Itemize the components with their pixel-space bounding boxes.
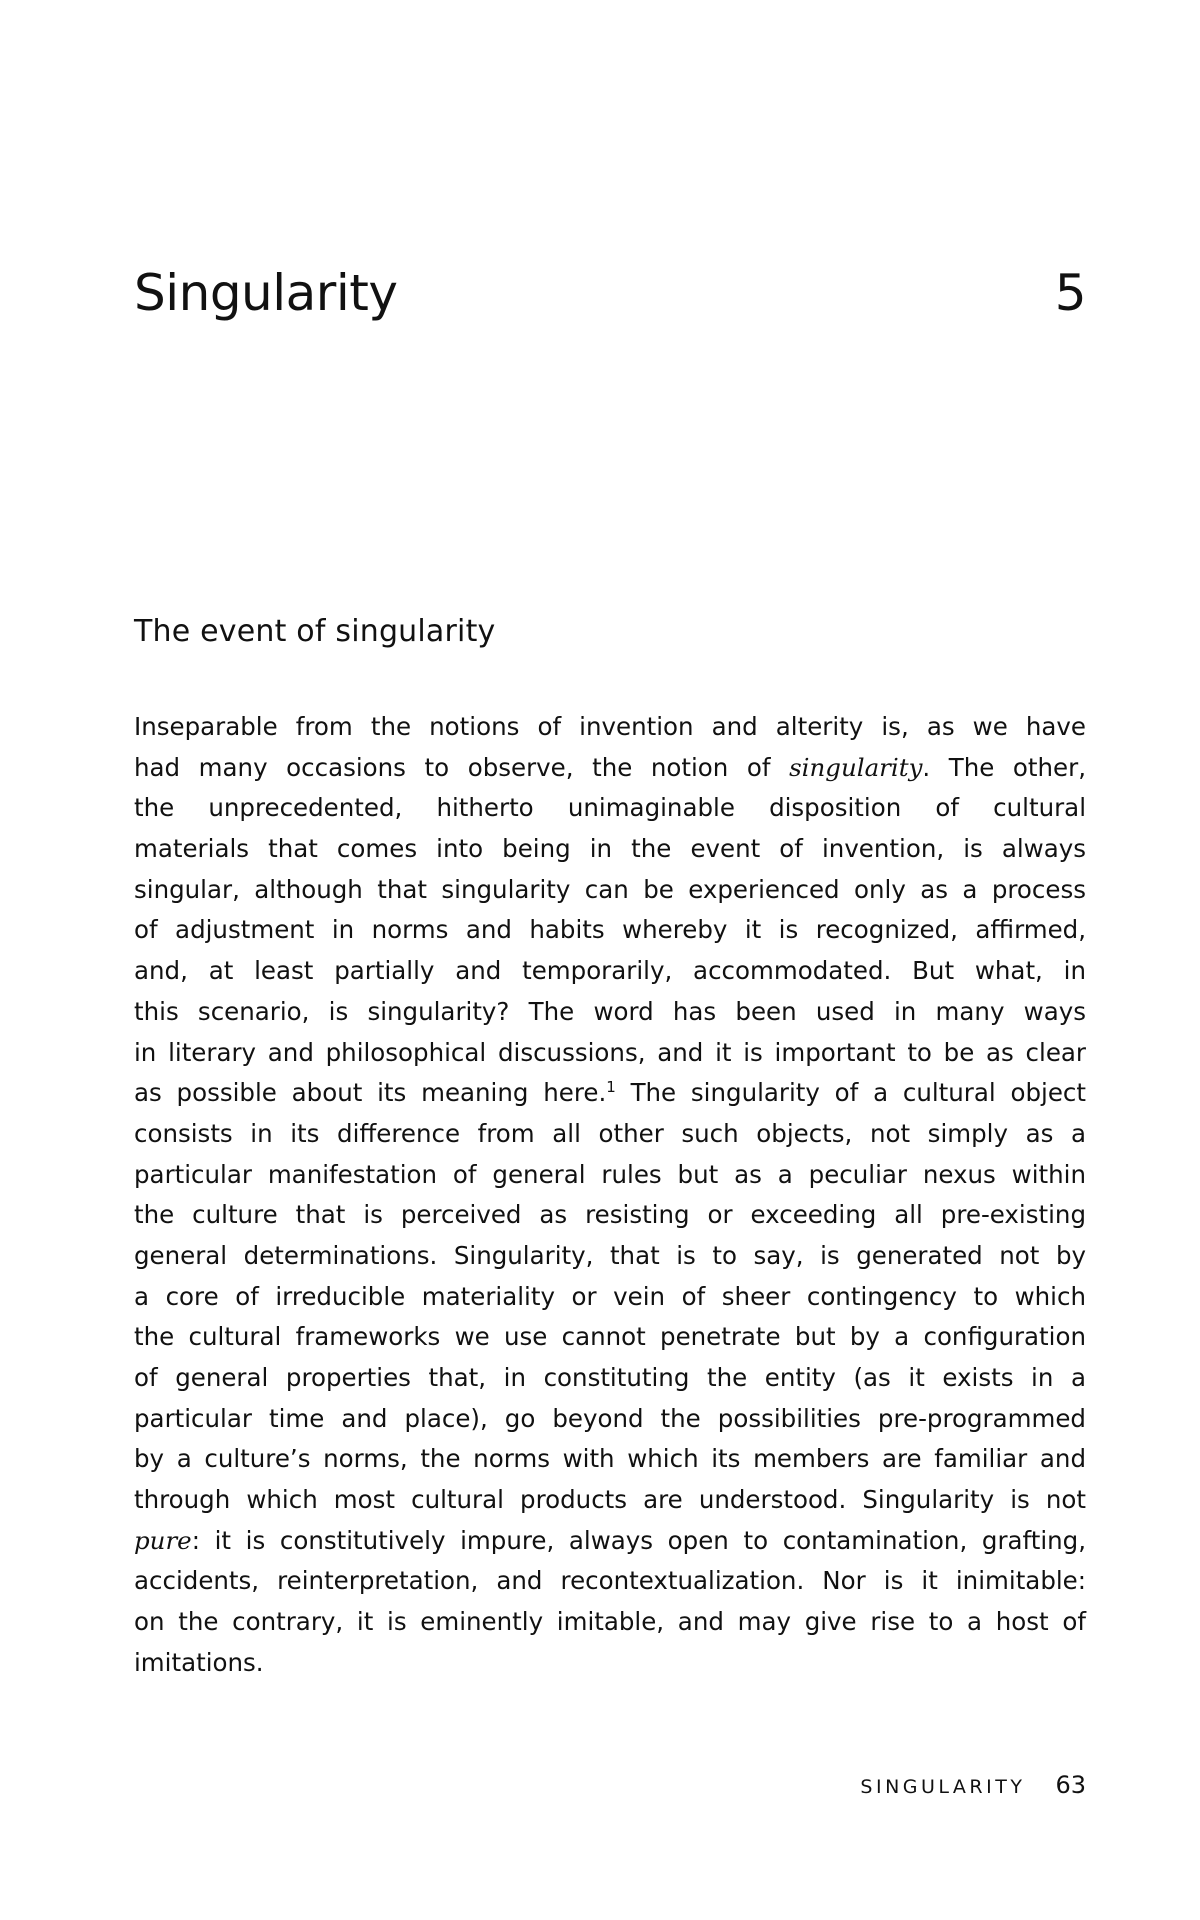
text-line: of adjustment in norms and habits whereby it is recognized, affirmed, — [134, 915, 1086, 945]
text-line: general determinations. Singularity, that is to say, is generated not by — [134, 1240, 1086, 1270]
text-line: materials that comes into being in the event of invention, is always — [134, 834, 1086, 864]
text-line: Inseparable from the notions of invention and alterity is, as we have — [134, 712, 1086, 741]
text-line: of general properties that, in constituting the entity (as it exists in a — [134, 1363, 1086, 1392]
text-line: imitations. — [134, 1647, 264, 1677]
text-line: particular time and place), go beyond the possibilities pre-programmed — [134, 1403, 1086, 1433]
text-line: accidents, reinterpretation, and recontextualization. Nor is it inimitable: — [134, 1566, 1086, 1596]
text-line: and, at least partially and temporarily, accommodated. But what, in — [134, 956, 1086, 986]
chapter-header — [134, 264, 1086, 338]
page-number: 63 — [1055, 1771, 1086, 1799]
page-footer — [860, 1771, 1086, 1799]
text-line: through which most cultural products are understood. Singularity is not — [134, 1485, 1086, 1515]
text-line: by a culture’s norms, the norms with which its members are familiar and — [134, 1444, 1086, 1474]
text-line: in literary and philosophical discussions, and it is important to be as clear — [134, 1037, 1086, 1067]
text-line: on the contrary, it is eminently imitable, and may give rise to a host of — [134, 1607, 1086, 1637]
text-line: consists in its difference from all other such objects, not simply as a — [134, 1118, 1086, 1148]
text-line: the culture that is perceived as resisting or exceeding all pre-existing — [134, 1200, 1086, 1230]
text-line: the unprecedented, hitherto unimaginable disposition of cultural — [134, 793, 1086, 823]
text-line: as possible about its meaning here.$^1$ The singularity of a cultural object — [134, 1078, 1086, 1108]
chapter-number: 5 — [1054, 264, 1086, 322]
emphasis-term: singularity — [789, 752, 923, 782]
running-head: SINGULARITY — [860, 1776, 1026, 1798]
emphasis-term: pure — [134, 1525, 192, 1555]
chapter-title: Singularity — [134, 264, 398, 322]
section-heading: The event of singularity — [134, 614, 496, 649]
text-line: this scenario, is singularity? The word has been used in many ways — [134, 996, 1086, 1026]
text-line: had many occasions to observe, the notion of singularity. The other, — [134, 752, 1086, 782]
text-line: particular manifestation of general rules but as a peculiar nexus within — [134, 1159, 1086, 1189]
footnote-marker[interactable]: 1 — [606, 1078, 616, 1097]
text-line: pure: it is constitutively impure, always open to contamination, grafting, — [134, 1525, 1086, 1555]
text-line: the cultural frameworks we use cannot penetrate but by a configuration — [134, 1322, 1086, 1352]
text-line: singular, although that singularity can be experienced only as a process — [134, 874, 1086, 904]
text-line: a core of irreducible materiality or vein of sheer contingency to which — [134, 1281, 1086, 1311]
body-paragraph — [134, 707, 1086, 1684]
